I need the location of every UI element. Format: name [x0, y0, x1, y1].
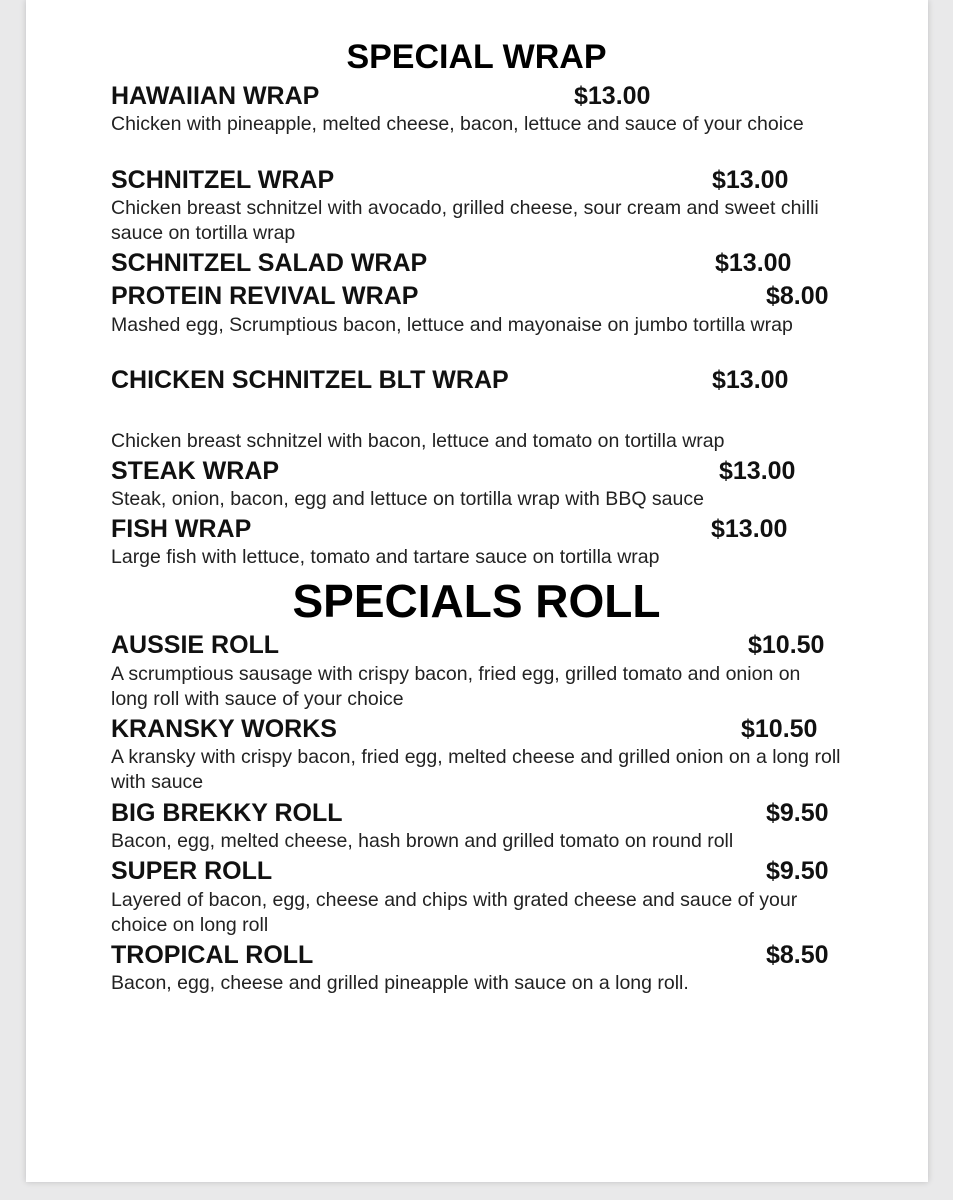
item-price: $13.00 [712, 366, 789, 394]
item-price: $13.00 [715, 249, 792, 277]
item-name: SUPER ROLL [111, 857, 273, 885]
item-description: Bacon, egg, melted cheese, hash brown and grilled tomato on round roll [111, 830, 734, 852]
item-price: $13.00 [711, 515, 788, 543]
item-description: Large fish with lettuce, tomato and tartare sauce on tortilla wrap [111, 546, 660, 568]
item-price: $13.00 [574, 82, 651, 110]
item-name: FISH WRAP [111, 515, 252, 543]
item-name: KRANSKY WORKS [111, 715, 337, 743]
item-description: Mashed egg, Scrumptious bacon, lettuce and mayonaise on jumbo tortilla wrap [111, 314, 793, 336]
item-name: TROPICAL ROLL [111, 941, 314, 969]
item-price: $13.00 [719, 457, 796, 485]
item-name: CHICKEN SCHNITZEL BLT WRAP [111, 366, 509, 394]
item-price: $9.50 [766, 857, 829, 885]
item-name: SCHNITZEL WRAP [111, 166, 335, 194]
item-price: $8.00 [766, 282, 829, 310]
item-price: $8.50 [766, 941, 829, 969]
item-name: STEAK WRAP [111, 457, 280, 485]
section-title-special-wrap: SPECIAL WRAP [346, 38, 607, 76]
item-name: SCHNITZEL SALAD WRAP [111, 249, 428, 277]
item-description: Bacon, egg, cheese and grilled pineapple with sauce on a long roll. [111, 972, 689, 994]
item-price: $10.50 [748, 631, 825, 659]
item-description: Chicken with pineapple, melted cheese, bacon, lettuce and sauce of your choice [111, 113, 804, 135]
item-name: PROTEIN REVIVAL WRAP [111, 282, 419, 310]
item-description: Chicken breast schnitzel with avocado, grilled cheese, sour cream and sweet chilli sauce on tortilla wrap [111, 197, 819, 244]
item-description: A kransky with crispy bacon, fried egg, melted cheese and grilled onion on a long roll with sauce [111, 746, 841, 793]
item-description: Steak, onion, bacon, egg and lettuce on tortilla wrap with BBQ sauce [111, 488, 704, 510]
item-name: HAWAIIAN WRAP [111, 82, 320, 110]
section-title-specials-roll: SPECIALS ROLL [292, 575, 661, 627]
item-description: Chicken breast schnitzel with bacon, lettuce and tomato on tortilla wrap [111, 430, 725, 452]
item-description: A scrumptious sausage with crispy bacon, fried egg, grilled tomato and onion on long roll with sauce of your choice [111, 663, 801, 710]
item-name: AUSSIE ROLL [111, 631, 280, 659]
item-name: BIG BREKKY ROLL [111, 799, 343, 827]
item-description: Layered of bacon, egg, cheese and chips with grated cheese and sauce of your choice on long roll [111, 889, 798, 936]
item-price: $13.00 [712, 166, 789, 194]
item-price: $10.50 [741, 715, 818, 743]
item-price: $9.50 [766, 799, 829, 827]
